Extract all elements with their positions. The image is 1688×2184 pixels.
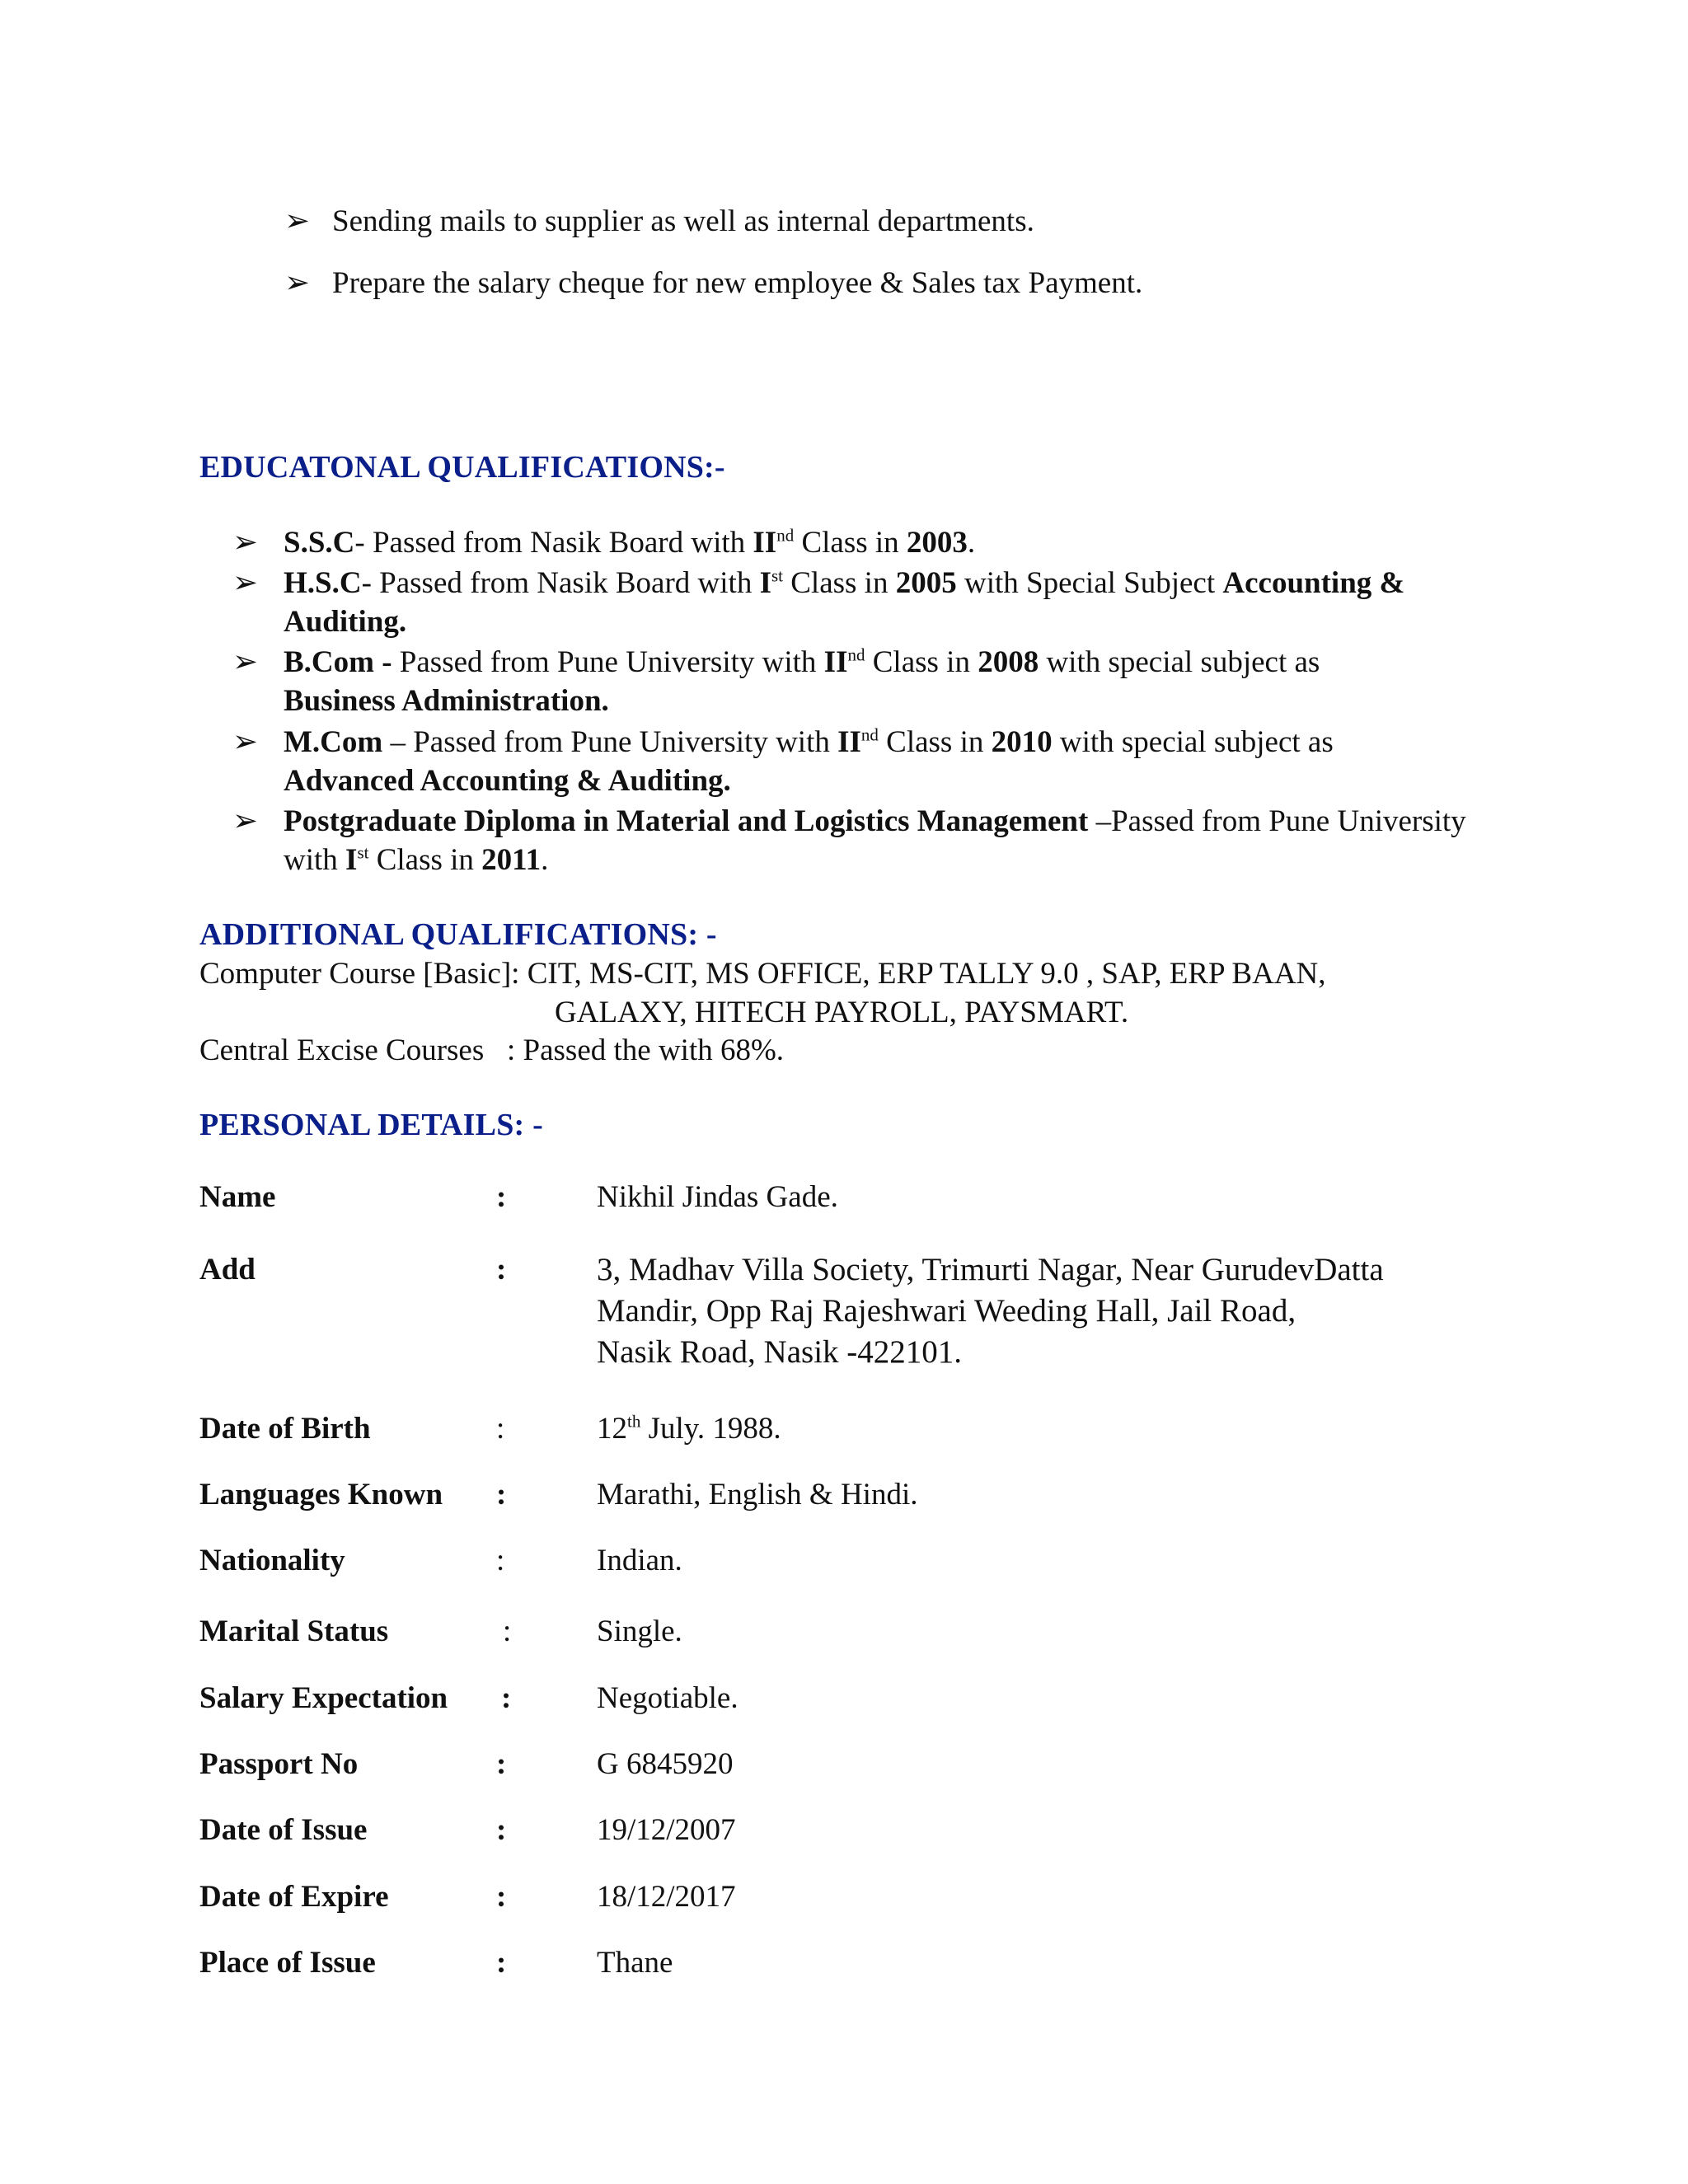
- education-item: ➢ B.Com - Passed from Pune University with IInd Class in 2008 with special subject as Business Administration.: [232, 643, 1502, 720]
- education-item: ➢ M.Com – Passed from Pune University with IInd Class in 2010 with special subject as Advanced Accounting & Auditing.: [232, 723, 1502, 800]
- arrow-bullet-icon: ➢: [232, 725, 259, 759]
- computer-course-line: Computer Course [Basic]: CIT, MS-CIT, MS OFFICE, ERP TALLY 9.0 , SAP, ERP BAAN,: [199, 957, 1326, 991]
- arrow-bullet-icon: ➢: [232, 804, 259, 838]
- education-item: ➢ Postgraduate Diploma in Material and Logistics Management –Passed from Pune University with Ist Class in 2011.: [232, 802, 1502, 879]
- arrow-bullet-icon: ➢: [232, 566, 259, 600]
- personal-heading: PERSONAL DETAILS: -: [199, 1108, 543, 1142]
- arrow-bullet-icon: ➢: [232, 526, 259, 560]
- arrow-bullet-icon: ➢: [284, 204, 311, 238]
- arrow-bullet-icon: ➢: [232, 645, 259, 679]
- additional-heading: ADDITIONAL QUALIFICATIONS: -: [199, 917, 717, 952]
- excise-course-line: Central Excise Courses : Passed the with 68%.: [199, 1033, 785, 1067]
- education-heading: EDUCATONAL QUALIFICATIONS:-: [199, 450, 725, 485]
- education-item: ➢ S.S.C- Passed from Nasik Board with IInd Class in 2003.: [232, 523, 1502, 562]
- resume-page: ➢ Sending mails to supplier as well as internal departments. ➢ Prepare the salary cheque for new employee & Sales tax Payment. EDUCATONAL QUALIFICATIONS:- ➢ S.S.C- Passed from Nasik Board with IInd Class in 2003. ➢ H.S.C- Passed from Nasik Board with Ist Class in 2005 with Special Subject Accounting & Auditing. ➢ B.Com - Passed from Pune University with IInd Class in 2008 with special subject as Business Administration. ➢ M.Com – Passed from Pune University with IInd Class in 2010 with special subject as Advanced Accounting & Auditing. ➢ Postgraduate Diploma in Material and Logistics Management –Passed from Pune University with Ist Class in 2011. ADDITIONAL QUALIFICATIONS: - Computer Course [Basic]: CIT, MS-CIT, MS OFFICE, ERP TALLY 9.0 , SAP, ERP BAAN, GALAXY, HITECH PAYROLL, PAYSMART. Central Excise Courses : Passed the with 68%. PERSONAL DETAILS: - Name : Nikhil Jindas Gade. Add : 3, Madhav Villa Society, Trimurti Nagar, Near GurudevDatta Mandir, Opp Raj Rajeshwari Weeding Hall, Jail Road, Nasik Road, Nasik -422101. Date of Birth : 12th July. 1988. Languages Known : Marathi, English & Hindi. Nationality : Indian. Marital Status : Single. Salary Expectation : Negotiable. Passport No : G 6845920 Date of Issue : 19/12/2007 Date of Expire : 18/12/2017 Place of Issue : Thane: [0, 0, 1688, 2184]
- computer-course-line-2: GALAXY, HITECH PAYROLL, PAYSMART.: [555, 996, 1129, 1029]
- education-item: ➢ H.S.C- Passed from Nasik Board with Ist Class in 2005 with Special Subject Accounting & Auditing.: [232, 564, 1502, 641]
- arrow-bullet-icon: ➢: [284, 266, 311, 300]
